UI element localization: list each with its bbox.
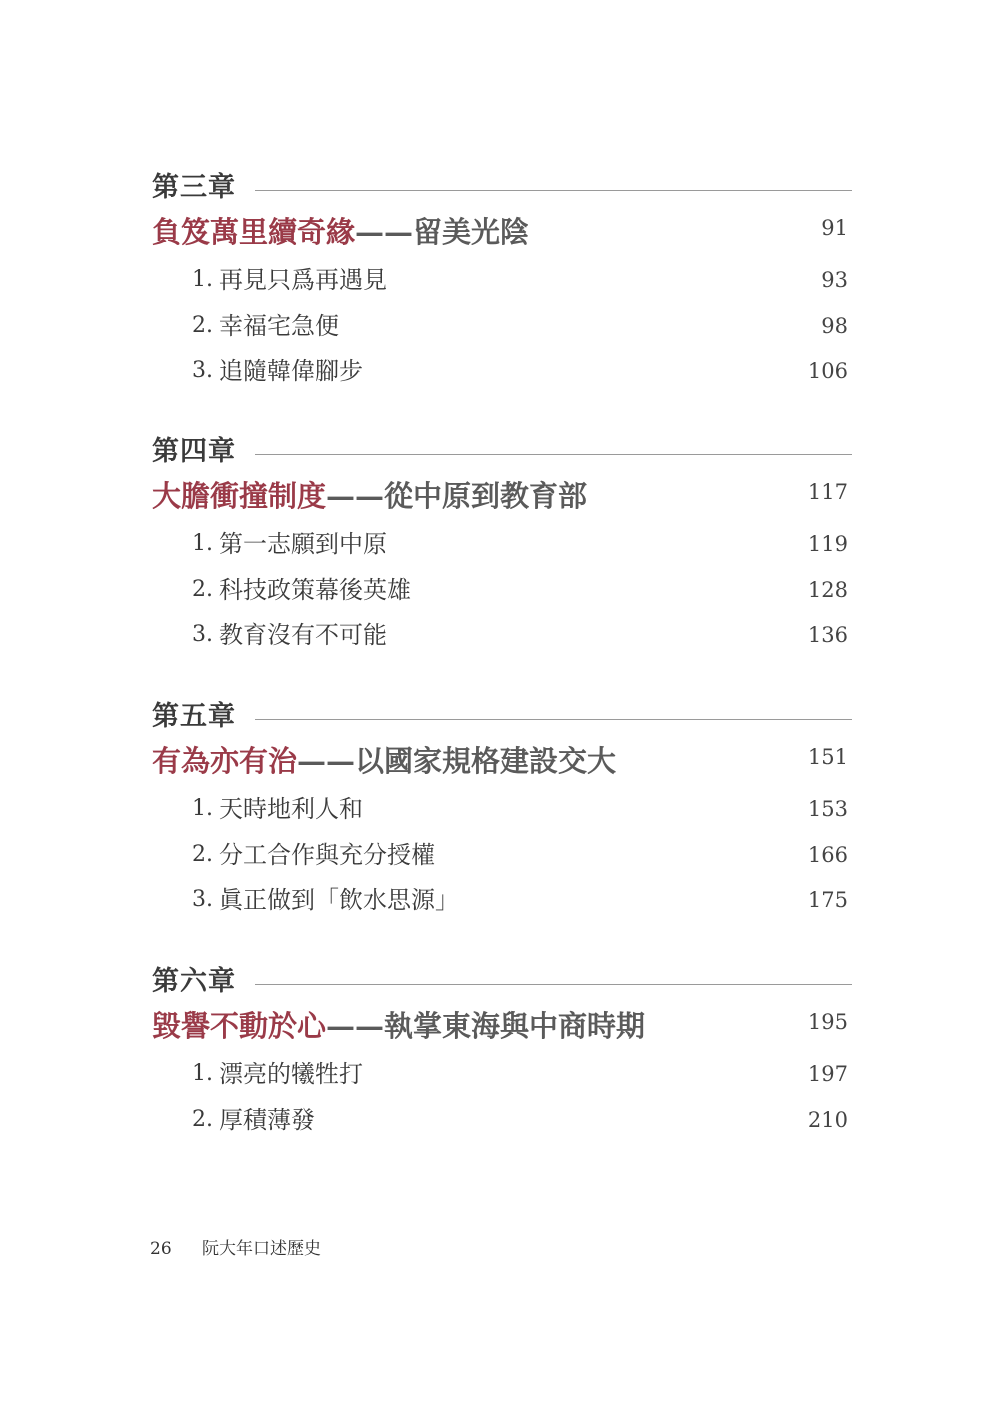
toc-item-page: 119: [807, 532, 848, 556]
toc-item-text: 天時地利人和: [219, 795, 363, 823]
toc-item[interactable]: [152, 524, 852, 570]
chapter-4: [152, 432, 852, 661]
toc-item[interactable]: [152, 835, 852, 881]
toc-item-page: 175: [807, 888, 848, 912]
toc-item-number: 2.: [192, 312, 213, 338]
toc-item-page: 128: [807, 577, 848, 602]
chapter-rule: [255, 984, 852, 985]
toc-item-page: 166: [807, 842, 848, 867]
toc-item[interactable]: [152, 351, 852, 397]
chapter-title: 有為亦有治——以國家規格建設交大: [152, 744, 617, 778]
toc-item-page: 93: [821, 268, 848, 292]
toc-item-number: 1.: [192, 267, 213, 292]
chapter-title: 負笈萬里續奇緣——留美光陰: [152, 215, 530, 249]
toc-item[interactable]: [152, 880, 852, 926]
toc-item-text: 漂亮的犧牲打: [219, 1060, 363, 1088]
toc-item-text: 厚積薄發: [219, 1105, 315, 1134]
toc-item-page: 98: [821, 313, 848, 338]
chapter-label: 第三章: [152, 172, 236, 203]
chapter-title: 大膽衝撞制度——從中原到教育部: [152, 479, 588, 513]
toc-item-text: 第一志願到中原: [219, 530, 387, 558]
toc-item-page: 106: [807, 359, 848, 383]
chapter-title: 毀譽不動於心——執掌東海與中商時期: [152, 1009, 646, 1043]
toc-item-number: 3.: [192, 887, 213, 912]
chapter-header: [152, 168, 852, 208]
footer-book-title: 阮大年口述歷史: [202, 1239, 321, 1259]
toc-item-number: 2.: [192, 841, 213, 867]
chapter-3: [152, 168, 852, 397]
chapter-title-row[interactable]: [152, 737, 852, 789]
chapter-title-row[interactable]: [152, 472, 852, 524]
chapter-page-number: 151: [807, 745, 848, 769]
toc-item-number: 1.: [192, 796, 213, 821]
toc-item-page: 210: [807, 1107, 848, 1132]
toc-item-page: 197: [807, 1062, 848, 1086]
toc-item-page: 136: [807, 623, 848, 647]
toc-item-text: 再見只爲再遇見: [219, 266, 387, 294]
chapter-header: [152, 962, 852, 1002]
toc-item-number: 1.: [192, 531, 213, 556]
toc-item-text: 科技政策幕後英雄: [219, 575, 411, 604]
toc-item-page: 153: [807, 797, 848, 821]
chapter-header: [152, 697, 852, 737]
chapter-5: [152, 697, 852, 926]
toc-item-text: 追隨韓偉腳步: [219, 357, 363, 385]
toc-item[interactable]: [152, 615, 852, 661]
toc-item-text: 分工合作與充分授權: [219, 840, 435, 869]
toc-item-number: 3.: [192, 622, 213, 647]
toc-item[interactable]: [152, 1054, 852, 1100]
chapter-rule: [255, 190, 852, 191]
toc-item[interactable]: [152, 789, 852, 835]
chapter-header: [152, 432, 852, 472]
chapter-label: 第六章: [152, 966, 236, 997]
chapter-label: 第四章: [152, 436, 236, 467]
chapter-rule: [255, 454, 852, 455]
toc-item-number: 3.: [192, 358, 213, 383]
toc-item-number: 2.: [192, 576, 213, 602]
chapter-label: 第五章: [152, 701, 236, 732]
chapter-title-row[interactable]: [152, 208, 852, 260]
chapter-page-number: 117: [807, 480, 848, 504]
toc-item-text: 眞正做到「飲水思源」: [219, 886, 459, 914]
toc-item[interactable]: [152, 260, 852, 306]
footer-page-number: 26: [150, 1239, 172, 1259]
chapter-page-number: 91: [821, 216, 848, 240]
toc-item-text: 幸福宅急便: [219, 311, 339, 340]
toc-item[interactable]: [152, 1100, 852, 1146]
chapter-title-row[interactable]: [152, 1002, 852, 1054]
toc-item-number: 2.: [192, 1106, 213, 1132]
toc-item-text: 教育沒有不可能: [219, 621, 387, 649]
chapter-page-number: 195: [807, 1010, 848, 1034]
toc-item-number: 1.: [192, 1061, 213, 1086]
toc-item[interactable]: [152, 570, 852, 616]
chapter-6: [152, 962, 852, 1145]
toc-item[interactable]: [152, 306, 852, 352]
chapter-rule: [255, 719, 852, 720]
page-footer: [150, 1234, 321, 1264]
